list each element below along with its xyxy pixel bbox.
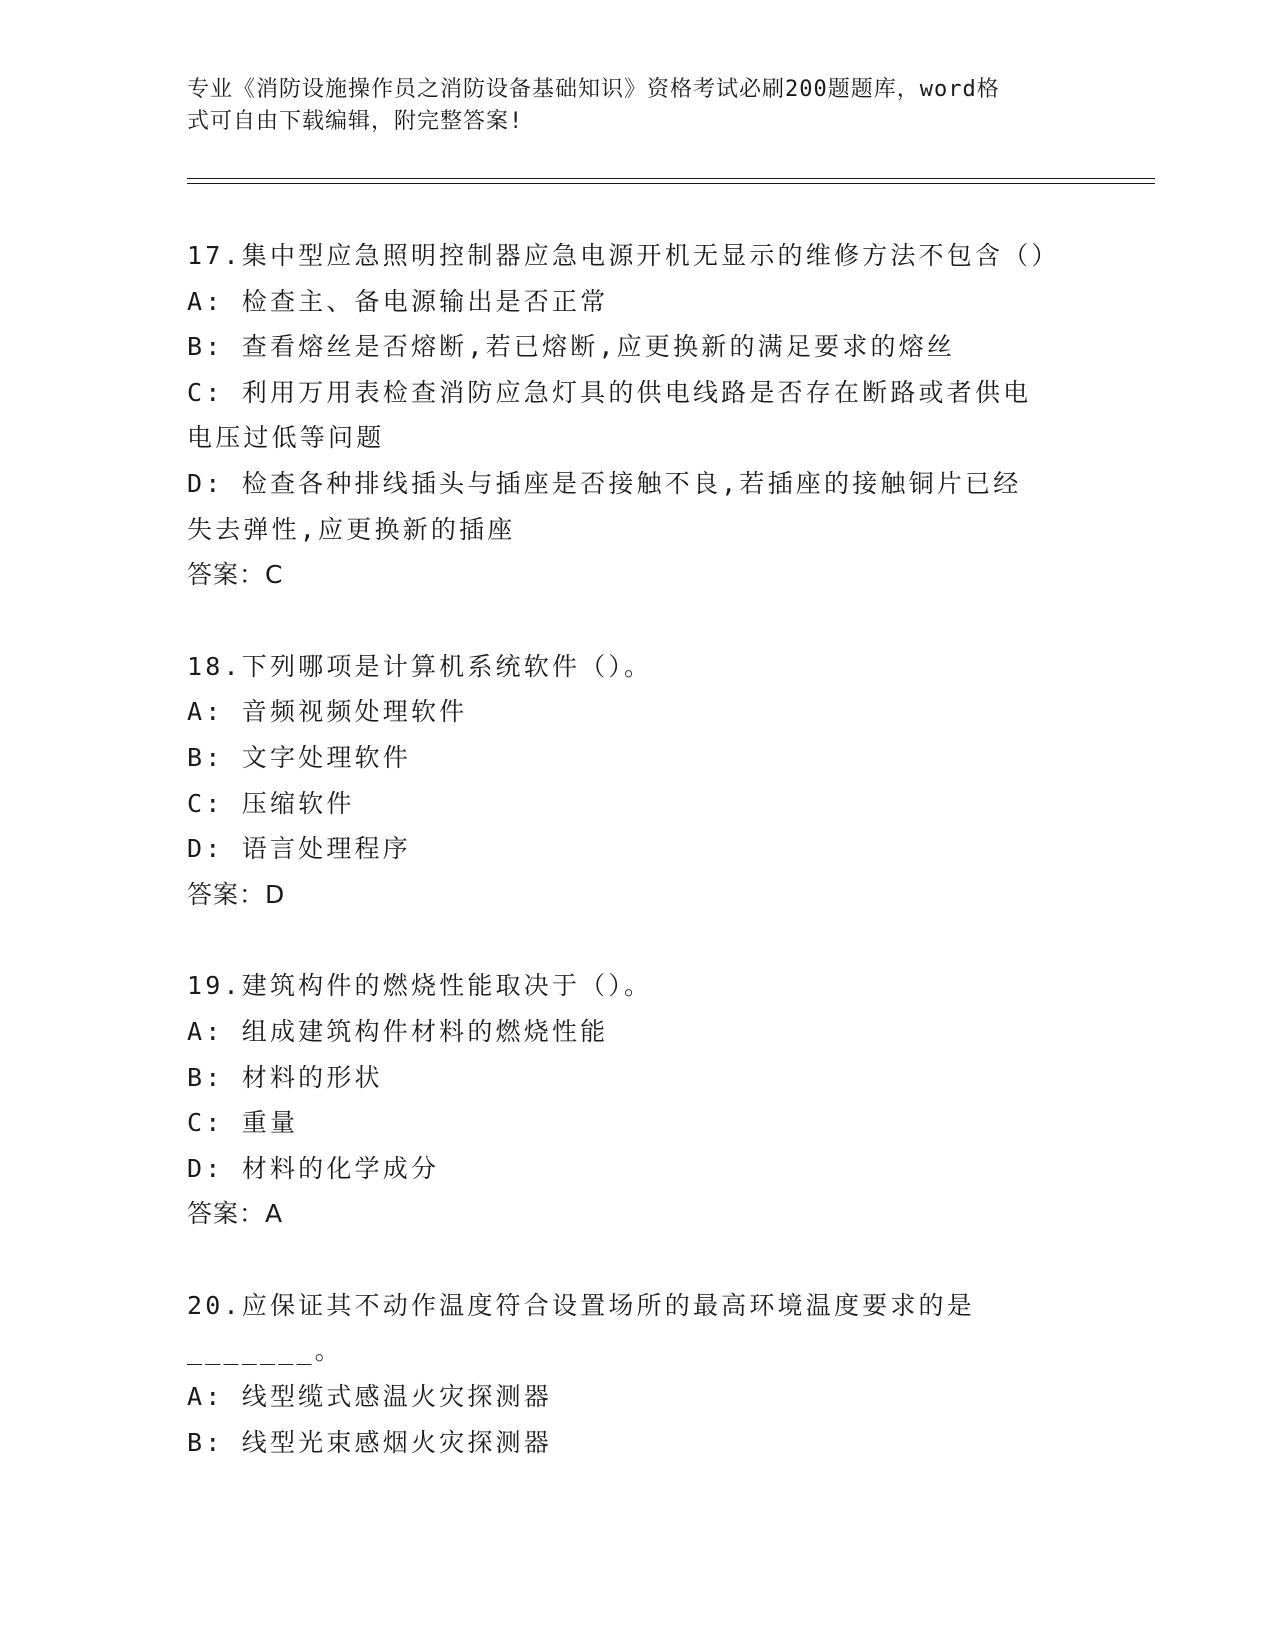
option-d: D: 材料的化学成分 bbox=[187, 1153, 440, 1183]
option-b: B: 文字处理软件 bbox=[187, 742, 411, 772]
question-20 bbox=[187, 1283, 1087, 1465]
document-header bbox=[187, 74, 1067, 138]
option-d: D: 检查各种排线插头与插座是否接触不良,若插座的接触铜片已经失去弹性,应更换新的插座 bbox=[187, 468, 1022, 544]
option-c: C: 利用万用表检查消防应急灯具的供电线路是否存在断路或者供电电压过低等问题 bbox=[187, 377, 1032, 453]
header-rule-bottom bbox=[187, 183, 1155, 184]
question-stem: 18.下列哪项是计算机系统软件（）。 bbox=[187, 651, 653, 681]
question-stem: 20.应保证其不动作温度符合设置场所的最高环境温度要求的是 bbox=[187, 1290, 975, 1320]
option-b: B: 材料的形状 bbox=[187, 1062, 383, 1092]
answer: 答案：C bbox=[187, 560, 284, 590]
header-rule-top bbox=[187, 178, 1155, 179]
question-19 bbox=[187, 963, 1087, 1237]
question-stem: 17.集中型应急照明控制器应急电源开机无显示的维修方法不包含（） bbox=[187, 241, 1060, 270]
question-17 bbox=[187, 233, 1087, 598]
question-18 bbox=[187, 644, 1087, 918]
header-line-2: 式可自由下载编辑，附完整答案! bbox=[187, 109, 524, 134]
option-b: B: 线型光束感烟火灾探测器 bbox=[187, 1427, 552, 1457]
option-c: C: 压缩软件 bbox=[187, 788, 355, 818]
fill-in-blank: _______。 bbox=[187, 1336, 343, 1366]
header-line-1: 专业《消防设施操作员之消防设备基础知识》资格考试必刷200题题库，word格 bbox=[187, 77, 1000, 102]
option-b: B: 查看熔丝是否熔断,若已熔断,应更换新的满足要求的熔丝 bbox=[187, 332, 956, 362]
option-a: A: 组成建筑构件材料的燃烧性能 bbox=[187, 1016, 609, 1046]
option-a: A: 检查主、备电源输出是否正常 bbox=[187, 286, 609, 316]
option-a: A: 线型缆式感温火灾探测器 bbox=[187, 1382, 552, 1412]
option-d: D: 语言处理程序 bbox=[187, 834, 411, 864]
option-c: C: 重量 bbox=[187, 1108, 299, 1138]
question-list bbox=[187, 233, 1087, 1511]
answer: 答案：A bbox=[187, 1199, 284, 1229]
option-a: A: 音频视频处理软件 bbox=[187, 697, 468, 727]
question-stem: 19.建筑构件的燃烧性能取决于（）。 bbox=[187, 971, 653, 1001]
answer: 答案：D bbox=[187, 879, 286, 909]
